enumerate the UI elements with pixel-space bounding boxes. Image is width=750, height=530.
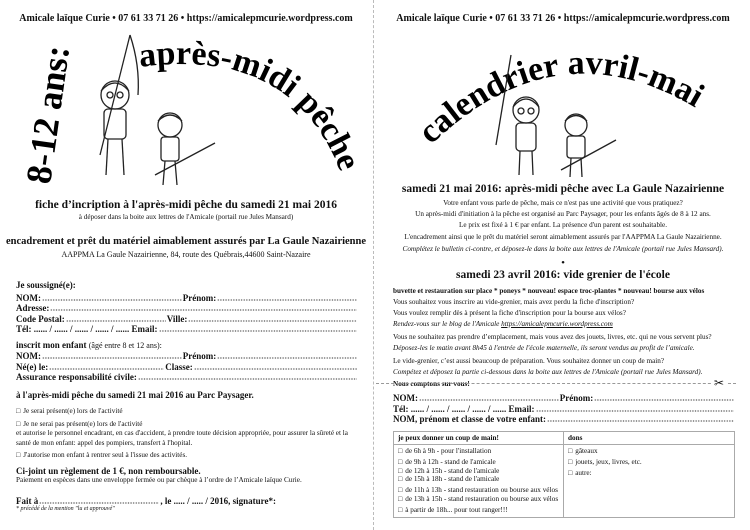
text-line: Vous souhaitez vous inscrire au vide-grenier, mais avez perdu la fiche d'inscription? xyxy=(393,298,635,306)
event-may xyxy=(376,183,750,281)
slot-checkbox[interactable]: □ à partir de 18h... pour tout ranger!!! xyxy=(398,506,559,515)
volunteer-contact-field[interactable]: Tél: ...... / ...... / ...... / ...... / ...... Email: xyxy=(393,404,735,415)
slot-checkbox[interactable]: □ de 15h à 18h - stand de l'amicale xyxy=(398,475,559,484)
blog-link[interactable]: https://amicalepmcurie.wordpress.com xyxy=(501,320,613,328)
don-checkbox[interactable]: □ gâteaux xyxy=(568,447,730,456)
event-april-features: buvette et restauration sur place * poneys * nouveau! espace troc-plantes * nouveau! bourse aux vélos xyxy=(393,287,705,295)
event-may-line: Votre enfant vous parle de pêche, mais ce n'est pas une activité que vous pratiquez? xyxy=(443,199,683,207)
title-main: après-midi pêche xyxy=(136,34,368,176)
slot-checkbox[interactable]: □ de 11h à 13h - stand restauration ou bourse aux vélos xyxy=(398,486,559,495)
text-line: Rendez-vous sur le blog de l'Amicale xyxy=(393,320,500,328)
calendar-title: calendrier avril-mai xyxy=(411,44,710,151)
slot-checkbox[interactable]: □ de 13h à 15h - stand restauration ou bourse aux vélos xyxy=(398,495,559,504)
insurance-field[interactable]: Assurance responsabilité civile: xyxy=(16,372,358,383)
parent-section xyxy=(16,280,358,512)
slot-checkbox[interactable]: □ de 6h à 9h - pour l'installation xyxy=(398,447,559,456)
event-line: à l'après-midi pêche du samedi 21 mai 2016 au Parc Paysager. xyxy=(16,389,254,400)
checkbox-absent[interactable]: □ Je ne serai pas présent(e) lors de l'activité xyxy=(16,420,358,428)
title-age: 8-12 ans: xyxy=(18,42,78,187)
parent-address-field[interactable]: Adresse: xyxy=(16,303,358,314)
signature-note: * précédé de la mention "lu et approuvé" xyxy=(16,506,115,512)
partner-address: AAPPMA La Gaule Nazairienne, 84, route des Québrais,44600 Saint-Nazaire xyxy=(61,250,311,259)
child-name-field[interactable]: NOM: Prénom: xyxy=(16,351,358,362)
text-line: Le vide-grenier, c’est aussi beaucoup de préparation. Vous souhaitez donner un coup de main? xyxy=(393,357,665,365)
parent-city-field[interactable]: Code Postal: Ville: xyxy=(16,314,358,325)
event-may-line: L'encadrement ainsi que le prêt du matériel seront aimablement assurés par l'AAPPMA La Gaule Nazairienne. xyxy=(404,233,722,241)
event-april-title: samedi 23 avril 2016: vide grenier de l'école xyxy=(456,269,670,281)
bullet-separator: • xyxy=(561,257,565,269)
event-may-instruction: Complétez le bulletin ci-contre, et déposez-le dans la boite aux lettres de l'Amicale (portail rue Jules Mansard). xyxy=(402,245,724,253)
don-checkbox[interactable]: □ jouets, jeux, livres, etc. xyxy=(568,458,730,467)
form-subtitle: à déposer dans la boite aux lettres de l'Amicale (portail rue Jules Mansard) xyxy=(78,213,294,221)
header: Amicale laïque Curie • 07 61 33 71 26 • https://amicalepmcurie.wordpress.com xyxy=(396,13,730,24)
title-art xyxy=(0,25,372,195)
text-line: Vous voulez remplir dès à présent la fiche d'inscription pour la bourse aux vélos? xyxy=(393,309,626,317)
soussigne-label: Je soussigné(e): xyxy=(16,280,76,290)
event-may-line: Un après-midi d'initiation à la pêche est organisé au Parc Paysager, pour les enfants âgés de 8 à 12 ans. xyxy=(415,210,711,218)
volunteer-name-field[interactable]: NOM: Prénom: xyxy=(393,393,735,404)
text-line: Compétez et déposez la partie ci-dessous dans la boite aux lettres de l'Amicale (portail rue Jules Mansard). xyxy=(393,368,703,376)
child-birth-field[interactable]: Né(e) le: Classe: xyxy=(16,362,358,373)
col-dons-header: dons xyxy=(564,432,735,445)
checkbox-leave-alone[interactable]: □ J'autorise mon enfant à rentrer seul à l'issue des activités. xyxy=(16,451,358,459)
payment-title: Ci-joint un règlement de 1 €, non remboursable. xyxy=(16,465,201,476)
header: Amicale laïque Curie • 07 61 33 71 26 • https://amicalepmcurie.wordpress.com xyxy=(19,13,353,24)
scissors-icon: ✂ xyxy=(714,376,725,390)
event-may-line: Le prix est fixé à 1 € par enfant. La présence d'un parent est souhaitable. xyxy=(458,221,668,229)
authorization-text: et autorise le personnel encadrant, en cas d'accident, à prendre toute décision appropriée, pour assurer la sûreté et la santé de mon enfant: appel des pompiers, transfert à l'hopital. xyxy=(16,428,348,447)
event-april-text xyxy=(393,286,743,390)
don-checkbox[interactable]: □ autre: xyxy=(568,469,730,478)
parent-contact-field[interactable]: Tél: ...... / ...... / ...... / ...... / ...... Email: xyxy=(16,324,358,335)
slot-checkbox[interactable]: □ de 12h à 15h - stand de l'amicale xyxy=(398,467,559,476)
event-may-title: samedi 21 mai 2016: après-midi pêche avec La Gaule Nazairienne xyxy=(401,183,725,195)
text-line: Vous ne souhaitez pas prendre d’emplacement, mais vous avez des jouets, livres, etc. qui ne vous servent plus? xyxy=(393,333,712,341)
volunteer-child-field[interactable]: NOM, prénom et classe de votre enfant: xyxy=(393,414,735,425)
signature-field[interactable]: Fait à , le ..... / ..... / 2016, signature*: xyxy=(16,495,276,506)
event-may-text xyxy=(376,198,750,255)
volunteer-form xyxy=(393,393,735,425)
fold-divider xyxy=(373,0,374,530)
title-art xyxy=(376,25,750,180)
text-line: Nous comptons sur vous! xyxy=(393,380,470,388)
checkbox-present[interactable]: □ Je serai présent(e) lors de l'activité xyxy=(16,407,358,415)
payment-text: Paiement en espèces dans une enveloppe fermée ou par chèque à l’ordre de l’Amicale laïque Curie. xyxy=(16,475,302,484)
form-title: fiche d’incription à l'après-midi pêche du samedi 21 mai 2016 xyxy=(35,199,337,211)
partner-title: encadrement et prêt du matériel aimablement assurés par La Gaule Nazairienne xyxy=(5,236,367,247)
cut-line xyxy=(376,383,736,384)
volunteer-table xyxy=(393,431,735,518)
slot-checkbox[interactable]: □ de 9h à 12h - stand de l'amicale xyxy=(398,458,559,467)
col-help-header: je peux donner un coup de main! xyxy=(394,432,564,445)
calendar-page xyxy=(376,0,750,530)
inscrit-label: inscrit mon enfant (âgé entre 8 et 12 ans): xyxy=(16,339,162,350)
registration-form-page xyxy=(0,0,372,530)
parent-name-field[interactable]: NOM: Prénom: xyxy=(16,293,358,304)
text-line: Déposez-les le matin avant 8h45 à l'entrée de l'école maternelle, ils seront vendus au profit de l’amicale. xyxy=(393,344,695,352)
